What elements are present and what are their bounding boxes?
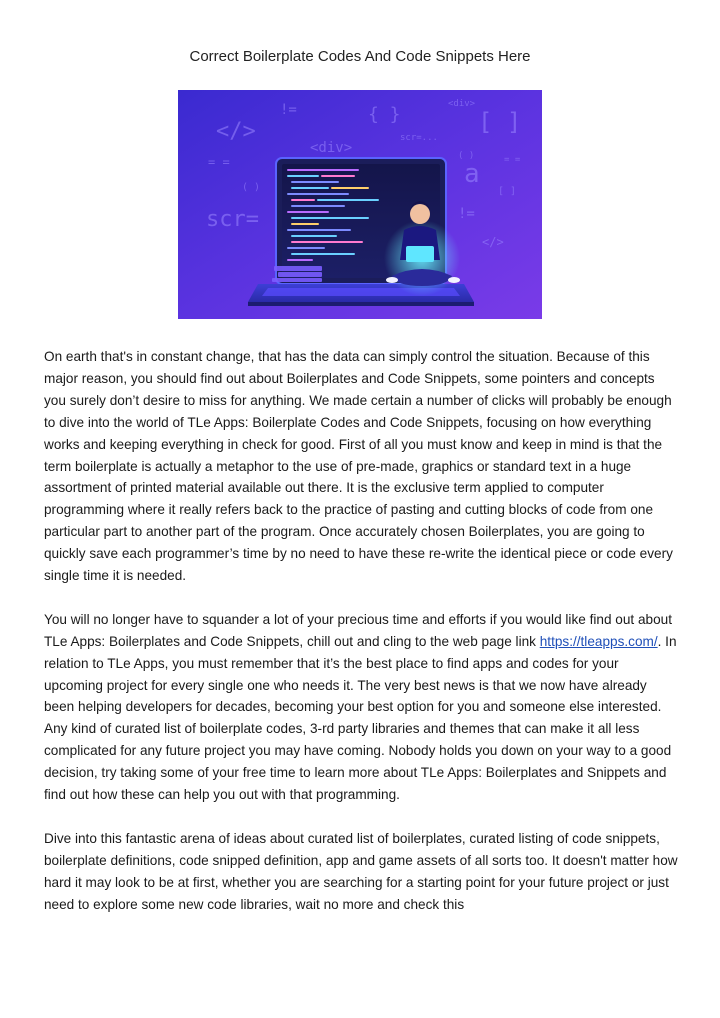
hero-symbol: = = bbox=[208, 155, 230, 169]
article-body bbox=[44, 346, 680, 937]
hero-symbol: </> bbox=[482, 235, 504, 249]
hero-illustration bbox=[178, 90, 542, 319]
hero-symbol: scr= bbox=[206, 207, 259, 232]
hero-symbol: <div> bbox=[310, 140, 353, 156]
document-title: Correct Boilerplate Codes And Code Snippets Here bbox=[189, 48, 531, 65]
paragraph-3: Dive into this fantastic arena of ideas about curated list of boilerplates, curated listing of code snippets, boilerplate definitions, code snipped definition, app and game assets of all sorts too. It doesn't matter how hard it may look to be at first, whether you are searching for a starting point for your future project or just need to explore some new code libraries, wait no more and check this bbox=[44, 830, 678, 912]
paragraph-2-text-end: . In relation to TLe Apps, you must remember that it’s the best place to find apps and codes for your upcoming project for every single one who needs it. The very best news is that we now have already been helping developers for decades, becoming your best option for you and someone else interested. Any kind of curated list of boilerplate codes, 3-rd party libraries and themes that can make it all less complicated for any future project you may have coming. Nobody holds you down on your way to a good decision, try taking some of your free time to learn more about TLe Apps: Boilerplates and Snippets and find out how these can help you out with that programming. bbox=[44, 633, 677, 803]
hero-symbol: scr=... bbox=[400, 133, 438, 143]
hero-symbol: ( ) bbox=[458, 151, 475, 161]
hero-symbol: </> bbox=[216, 119, 256, 144]
hero-symbol: [ ] bbox=[498, 186, 517, 197]
hero-symbol: <div> bbox=[448, 99, 476, 109]
hero-symbol: { } bbox=[368, 104, 401, 125]
paragraph-2-text-start: You will no longer have to squander a lot of your precious time and efforts if you would like find out about TLe Apps: Boilerplates and Code Snippets, chill out and cling to the web page link bbox=[44, 611, 672, 649]
paragraph-1: On earth that's in constant change, that has the data can simply control the situation. Because of this major reason, you should find out about Boilerplates and Code Snippets, some pointers and concepts you surely don’t desire to miss for anything. We made certain a number of clicks will probably be enough to dive into the world of TLe Apps: Boilerplate Codes and Code Snippets, focusing on how everything works and keeping everything in check for good. First of all you must know and keep in mind is that the term boilerplate is actually a metaphor to the use of pre-made, graphics or standard text in a huge assortment of printed material available out there. It is the exclusive term applied to computer programming where it really refers back to the practice of pasting and cutting blocks of code from one particular part to another part of the program. Once accurately chosen Boilerplates, you are going to quickly save each programmer’s time by no need to have these re-write the identical piece or code every single time it is needed. bbox=[44, 349, 673, 584]
hero-symbol: a bbox=[464, 159, 480, 189]
hero-symbol: [ ] bbox=[478, 108, 522, 136]
tleapps-link[interactable]: https://tleapps.com/ bbox=[539, 633, 658, 649]
paragraph-2 bbox=[44, 609, 680, 806]
hero-symbol: != bbox=[280, 102, 297, 118]
laptop-coder-illustration bbox=[178, 90, 542, 319]
hero-symbol: = = bbox=[504, 155, 521, 165]
hero-symbol: ( ) bbox=[242, 182, 261, 193]
hero-symbol: != bbox=[458, 206, 475, 222]
